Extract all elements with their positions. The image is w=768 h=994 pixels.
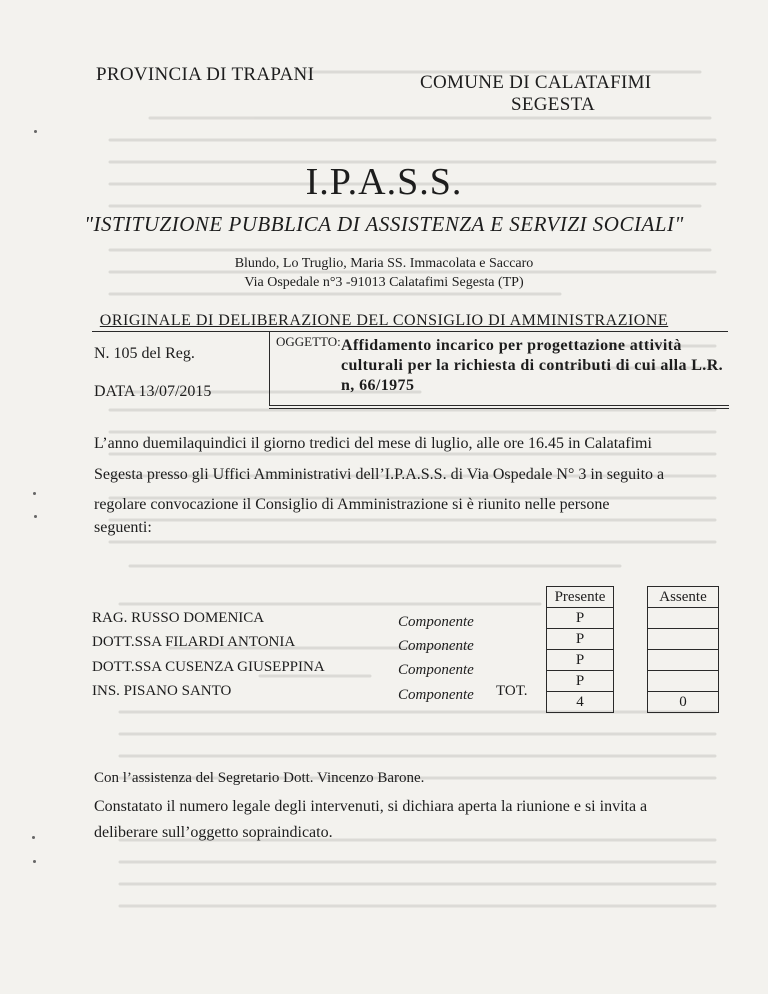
institution-address-line1: Blundo, Lo Truglio, Maria SS. Immacolata e Saccaro	[234, 256, 534, 271]
municipality-heading: COMUNE DI CALATAFIMI	[420, 72, 652, 93]
closing-line-1: Constatato il numero legale degli intervenuti, si dichiara aperta la riunione e si invita a	[94, 798, 648, 815]
absent-cell	[648, 608, 719, 629]
absent-cell	[648, 650, 719, 671]
frame-top-rule	[92, 331, 728, 332]
frame-divider	[269, 332, 270, 405]
present-header: Presente	[547, 587, 614, 608]
registry-number: N. 105 del Reg.	[94, 345, 195, 362]
absent-cell	[648, 629, 719, 650]
present-cell: P	[547, 629, 614, 650]
institution-full-name: "ISTITUZIONE PUBBLICA DI ASSISTENZA E SERVIZI SOCIALI"	[84, 212, 684, 236]
present-cell: P	[547, 671, 614, 692]
intro-line-1: L’anno duemilaquindici il giorno tredici del mese di luglio, alle ore 16.45 in Calatafimi	[94, 435, 652, 452]
absent-header: Assente	[648, 587, 719, 608]
municipality-heading-line2: SEGESTA	[511, 94, 595, 115]
member-name: DOTT.SSA FILARDI ANTONIA	[92, 634, 296, 650]
secretary-line: Con l’assistenza del Segretario Dott. Vincenzo Barone.	[94, 770, 425, 786]
frame-bottom-rule	[269, 405, 729, 406]
absence-table	[647, 586, 719, 713]
scan-speck	[34, 130, 37, 133]
scan-speck	[32, 836, 35, 839]
member-role: Componente	[398, 662, 474, 678]
deliberation-title: ORIGINALE DI DELIBERAZIONE DEL CONSIGLIO DI AMMINISTRAZIONE	[99, 312, 669, 329]
subject-label: OGGETTO:	[276, 334, 341, 349]
scan-speck	[33, 492, 36, 495]
intro-line-2: Segesta presso gli Uffici Amministrativi dell’I.P.A.S.S. di Via Ospedale N° 3 in seguito a	[94, 466, 665, 483]
member-role: Componente	[398, 687, 474, 703]
intro-line-3: regolare convocazione il Consiglio di Amministrazione si è riunito nelle persone	[94, 496, 610, 513]
institution-address-line2: Via Ospedale n°3 -91013 Calatafimi Segesta (TP)	[244, 275, 524, 290]
scan-speck	[33, 860, 36, 863]
total-label: TOT.	[496, 683, 528, 699]
present-total: 4	[547, 692, 614, 713]
absent-cell	[648, 671, 719, 692]
present-cell: P	[547, 608, 614, 629]
frame-bottom-rule-2	[269, 408, 729, 409]
member-role: Componente	[398, 614, 474, 630]
institution-acronym: I.P.A.S.S.	[305, 161, 463, 203]
presence-table	[546, 586, 614, 713]
present-cell: P	[547, 650, 614, 671]
member-name: RAG. RUSSO DOMENICA	[92, 610, 265, 626]
intro-line-4: seguenti:	[94, 519, 152, 536]
absent-total: 0	[648, 692, 719, 713]
closing-line-2: deliberare sull’oggetto sopraindicato.	[94, 824, 333, 841]
member-name: INS. PISANO SANTO	[92, 683, 232, 699]
member-role: Componente	[398, 638, 474, 654]
deliberation-date: DATA 13/07/2015	[94, 383, 212, 400]
subject-text: Affidamento incarico per progettazione attività culturali per la richiesta di contributi di cui alla L.R. n, 66/1975	[341, 337, 724, 394]
member-name: DOTT.SSA CUSENZA GIUSEPPINA	[92, 659, 325, 675]
scan-speck	[34, 515, 37, 518]
province-heading: PROVINCIA DI TRAPANI	[96, 64, 315, 85]
